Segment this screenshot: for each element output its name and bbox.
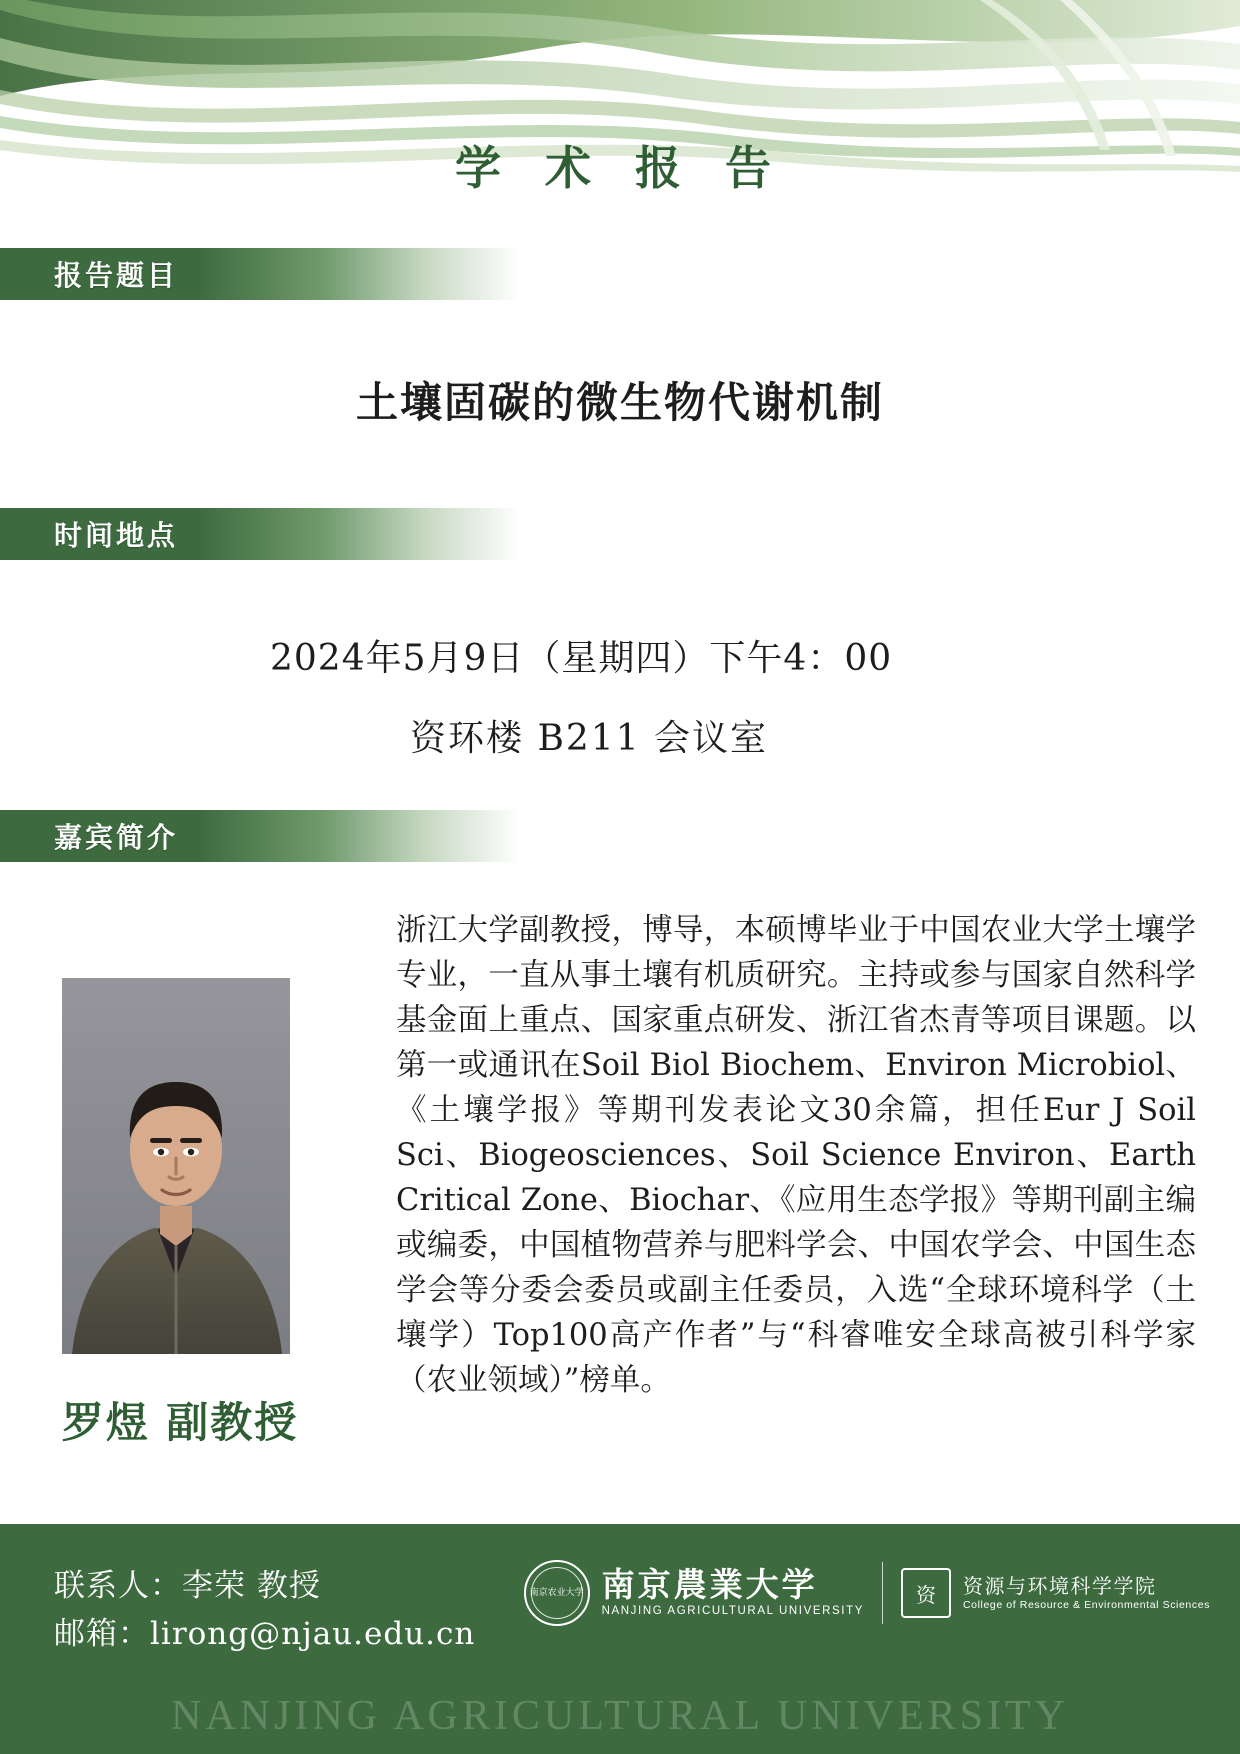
contact-block <box>54 1562 475 1658</box>
section-header-time <box>0 508 520 560</box>
page-title: 学 术 报 告 <box>454 141 786 195</box>
section-header-time-label: 时间地点 <box>54 519 179 552</box>
footer-logos <box>524 1560 1210 1626</box>
footer-wave-decoration <box>0 1524 1240 1546</box>
section-header-topic-label: 报告题目 <box>54 259 179 292</box>
guest-name: 罗煜 副教授 <box>61 1398 299 1447</box>
university-seal-icon <box>524 1560 590 1626</box>
university-name-cn: 南京農業大学 <box>601 1565 818 1604</box>
contact-person: 联系人：李荣 教授 <box>54 1568 321 1604</box>
college-logo <box>901 1568 1210 1618</box>
section-header-guest <box>0 810 520 862</box>
section-header-topic <box>0 248 520 300</box>
contact-email: 邮箱：lirong@njau.edu.cn <box>54 1616 476 1652</box>
college-mark-icon: 资 <box>901 1568 951 1618</box>
footer <box>0 1524 1240 1754</box>
guest-photo <box>62 978 290 1354</box>
college-name-en: College of Resource & Environmental Sciences <box>962 1599 1210 1611</box>
report-datetime: 2024年5月9日（星期四）下午4：00 <box>270 638 893 679</box>
report-venue: 资环楼 B211 会议室 <box>410 718 769 759</box>
university-seal-text: 南京农业大学 <box>529 1588 584 1598</box>
report-topic: 土壤固碳的微生物代谢机制 <box>355 378 884 427</box>
university-logo <box>524 1560 864 1626</box>
section-header-guest-label: 嘉宾简介 <box>54 821 179 854</box>
college-name-cn: 资源与环境科学学院 <box>962 1574 1157 1598</box>
logo-divider <box>882 1562 883 1624</box>
footer-watermark: NANJING AGRICULTURAL UNIVERSITY <box>171 1693 1069 1739</box>
university-name-en: NANJING AGRICULTURAL UNIVERSITY <box>601 1605 864 1617</box>
guest-biography: 浙江大学副教授，博导，本硕博毕业于中国农业大学土壤学专业，一直从事土壤有机质研究。主持或参与国家自然科学基金面上重点、国家重点研发、浙江省杰青等项目课题。以第一或通讯在Soil Biol Biochem、Environ Microbiol、《土壤学报》等期刊发表论文30余篇，担任Eur J Soil Sci、Biogeosciences、Soil Science Environ、Earth Critical Zone、Biochar、《应用生态学报》等期刊副主编或编委，中国植物营养与肥料学会、中国农学会、中国生态学会等分委会委员或副主任委员，入选“全球环境科学（土壤学）Top100高产作者”与“科睿唯安全球高被引科学家（农业领域）”榜单。 <box>396 913 1196 1398</box>
